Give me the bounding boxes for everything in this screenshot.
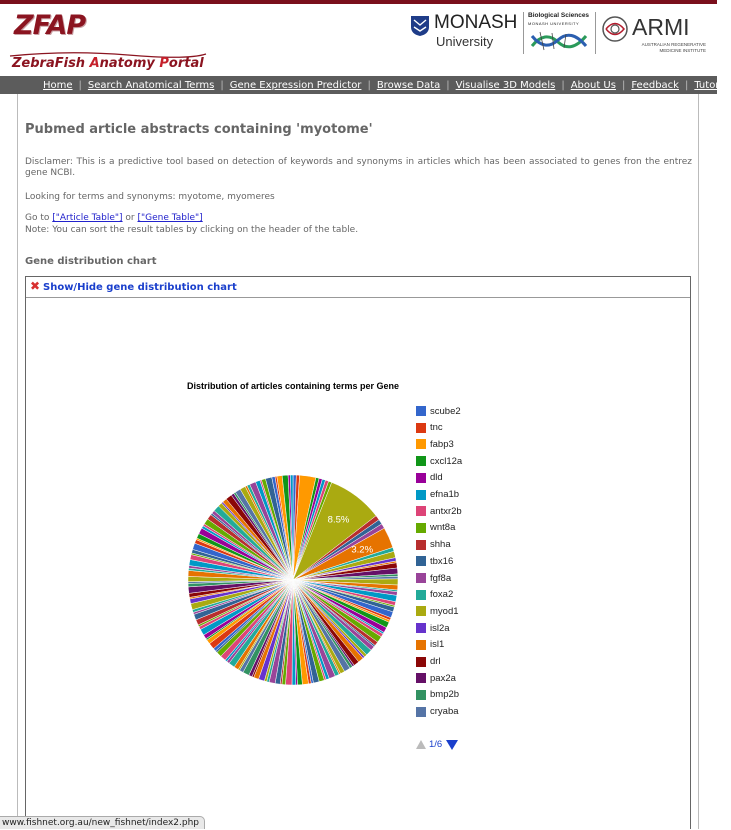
legend-swatch xyxy=(416,523,426,533)
legend-item-tnc[interactable] xyxy=(416,422,443,434)
legend-item-wnt8a[interactable] xyxy=(416,522,455,534)
dna-helix-icon xyxy=(530,28,588,54)
legend-swatch xyxy=(416,623,426,633)
pie-chart[interactable] xyxy=(187,474,399,686)
legend-swatch xyxy=(416,439,426,449)
nav-home[interactable]: Home xyxy=(43,79,73,91)
armi-subtitle: AUSTRALIAN REGENERATIVE MEDICINE INSTITUTE xyxy=(641,42,706,53)
monash-university-label: University xyxy=(436,34,494,49)
legend-swatch xyxy=(416,573,426,583)
legend-item-scube2[interactable] xyxy=(416,405,461,417)
nav-sep: | xyxy=(446,79,450,91)
pager-next-icon[interactable] xyxy=(446,740,458,750)
nav-sep: | xyxy=(220,79,224,91)
monash-logo[interactable] xyxy=(410,12,522,52)
legend-swatch xyxy=(416,490,426,500)
legend-item-cryaba[interactable] xyxy=(416,706,459,718)
gene-table-link[interactable]: ["Gene Table"] xyxy=(137,213,203,223)
legend-label: wnt8a xyxy=(430,522,456,534)
biological-sciences-logo[interactable] xyxy=(528,12,592,56)
legend-swatch xyxy=(416,640,426,650)
nav-sep: | xyxy=(367,79,371,91)
nav-sep: | xyxy=(621,79,626,91)
legend-item-fgf8a[interactable] xyxy=(416,572,451,584)
legend-item-dld[interactable] xyxy=(416,472,443,484)
pager-prev-icon[interactable] xyxy=(416,740,426,749)
close-icon[interactable]: ✖ xyxy=(30,279,41,293)
legend-item-fabp3[interactable] xyxy=(416,438,454,450)
zfap-logo[interactable]: ZFAP xyxy=(14,10,86,41)
legend-swatch xyxy=(416,456,426,466)
legend-label: cxcl12a xyxy=(430,455,463,467)
legend-label: drl xyxy=(430,656,441,667)
legend-label: cryaba xyxy=(430,706,459,718)
legend-label: tnc xyxy=(430,422,443,434)
monash-shield-icon xyxy=(410,15,430,37)
search-terms-text: Looking for terms and synonyms: myotome, myomeres xyxy=(25,192,275,202)
goto-line: Go to ["Article Table"] or ["Gene Table"] xyxy=(25,213,203,223)
legend-label: myod1 xyxy=(430,605,459,617)
pie-slice-label: 3.2% xyxy=(351,544,374,556)
legend-swatch xyxy=(416,556,426,566)
site-header xyxy=(0,4,717,76)
section-heading: Gene distribution chart xyxy=(25,256,157,267)
legend-swatch xyxy=(416,406,426,416)
legend-item-isl1[interactable] xyxy=(416,639,444,651)
nav-about-us[interactable]: About Us xyxy=(570,79,616,91)
legend-label: scube2 xyxy=(430,405,461,417)
legend-label: dld xyxy=(430,472,443,484)
sort-note: Note: You can sort the result tables by clicking on the header of the table. xyxy=(25,225,359,235)
nav-tutorial[interactable]: Tutorial xyxy=(694,79,731,91)
nav-links xyxy=(43,76,731,94)
legend-label: isl2a xyxy=(430,622,450,634)
legend-swatch xyxy=(416,707,426,717)
logo-divider-2 xyxy=(595,12,596,54)
nav-sep: | xyxy=(561,79,565,91)
legend-label: tbx16 xyxy=(430,555,454,567)
legend-swatch xyxy=(416,423,426,433)
status-bar-url: www.fishnet.org.au/new_fishnet/index2.php xyxy=(0,816,205,829)
legend-swatch xyxy=(416,673,426,683)
disclaimer-text: Disclamer: This is a predictive tool based on detection of keywords and synonyms in articles which has been associated to genes fron the entrez gene NCBI. xyxy=(25,157,692,178)
toggle-chart-link[interactable]: Show/Hide gene distribution chart xyxy=(43,282,237,293)
nav-visualise-3d-models[interactable]: Visualise 3D Models xyxy=(455,79,556,91)
legend-item-efna1b[interactable] xyxy=(416,489,459,501)
legend-swatch xyxy=(416,590,426,600)
legend-swatch xyxy=(416,690,426,700)
legend-swatch xyxy=(416,606,426,616)
legend-label: fgf8a xyxy=(430,572,452,584)
armi-name: ARMI xyxy=(632,14,690,40)
legend-item-foxa2[interactable] xyxy=(416,589,453,601)
legend-item-tbx16[interactable] xyxy=(416,555,453,567)
nav-gene-expression-predictor[interactable]: Gene Expression Predictor xyxy=(229,79,362,91)
nav-browse-data[interactable]: Browse Data xyxy=(376,79,441,91)
monash-name: MONASH xyxy=(434,12,518,33)
legend-item-bmp2b[interactable] xyxy=(416,689,459,701)
nav-sep: | xyxy=(78,79,82,91)
logo-divider xyxy=(523,12,524,54)
legend-label: fabp3 xyxy=(430,438,454,450)
legend-label: isl1 xyxy=(430,639,445,651)
legend-swatch xyxy=(416,473,426,483)
main-nav xyxy=(0,76,731,94)
portal-subtitle: ZebraFish Anatomy Portal xyxy=(12,56,204,71)
bio-sciences-label: Biological Sciences xyxy=(528,12,590,19)
nav-search-anatomical-terms[interactable]: Search Anatomical Terms xyxy=(87,79,215,91)
legend-swatch xyxy=(416,506,426,516)
nav-feedback[interactable]: Feedback xyxy=(631,79,679,91)
page-title: Pubmed article abstracts containing 'myotome' xyxy=(25,122,373,137)
legend-label: pax2a xyxy=(430,672,456,684)
legend-item-cxcl12a[interactable] xyxy=(416,455,462,467)
nav-sep: | xyxy=(684,79,689,91)
legend-item-shha[interactable] xyxy=(416,539,451,551)
chart-title: Distribution of articles containing terms per Gene xyxy=(187,381,400,391)
legend-item-myod1[interactable] xyxy=(416,605,459,617)
legend-item-drl[interactable] xyxy=(416,656,441,668)
legend-item-pax2a[interactable] xyxy=(416,672,456,684)
legend-label: efna1b xyxy=(430,489,460,500)
legend-swatch xyxy=(416,657,426,667)
pie-slice-label: 8.5% xyxy=(327,514,350,526)
legend-label: foxa2 xyxy=(430,589,454,601)
bio-uni-label: MONASH UNIVERSITY xyxy=(528,21,580,26)
legend-pager xyxy=(416,739,458,750)
legend-item-antxr2b[interactable] xyxy=(416,505,462,517)
legend-swatch xyxy=(416,540,426,550)
armi-logo[interactable] xyxy=(598,12,708,56)
legend-label: bmp2b xyxy=(430,689,460,701)
pager-text: 1/6 xyxy=(429,739,443,750)
legend-label: antxr2b xyxy=(430,505,462,517)
legend-item-isl2a[interactable] xyxy=(416,622,450,634)
chart-toggle-bar[interactable] xyxy=(26,277,690,298)
armi-swirl-icon xyxy=(598,14,632,44)
article-table-link[interactable]: ["Article Table"] xyxy=(52,213,123,223)
legend-label: shha xyxy=(430,539,451,551)
